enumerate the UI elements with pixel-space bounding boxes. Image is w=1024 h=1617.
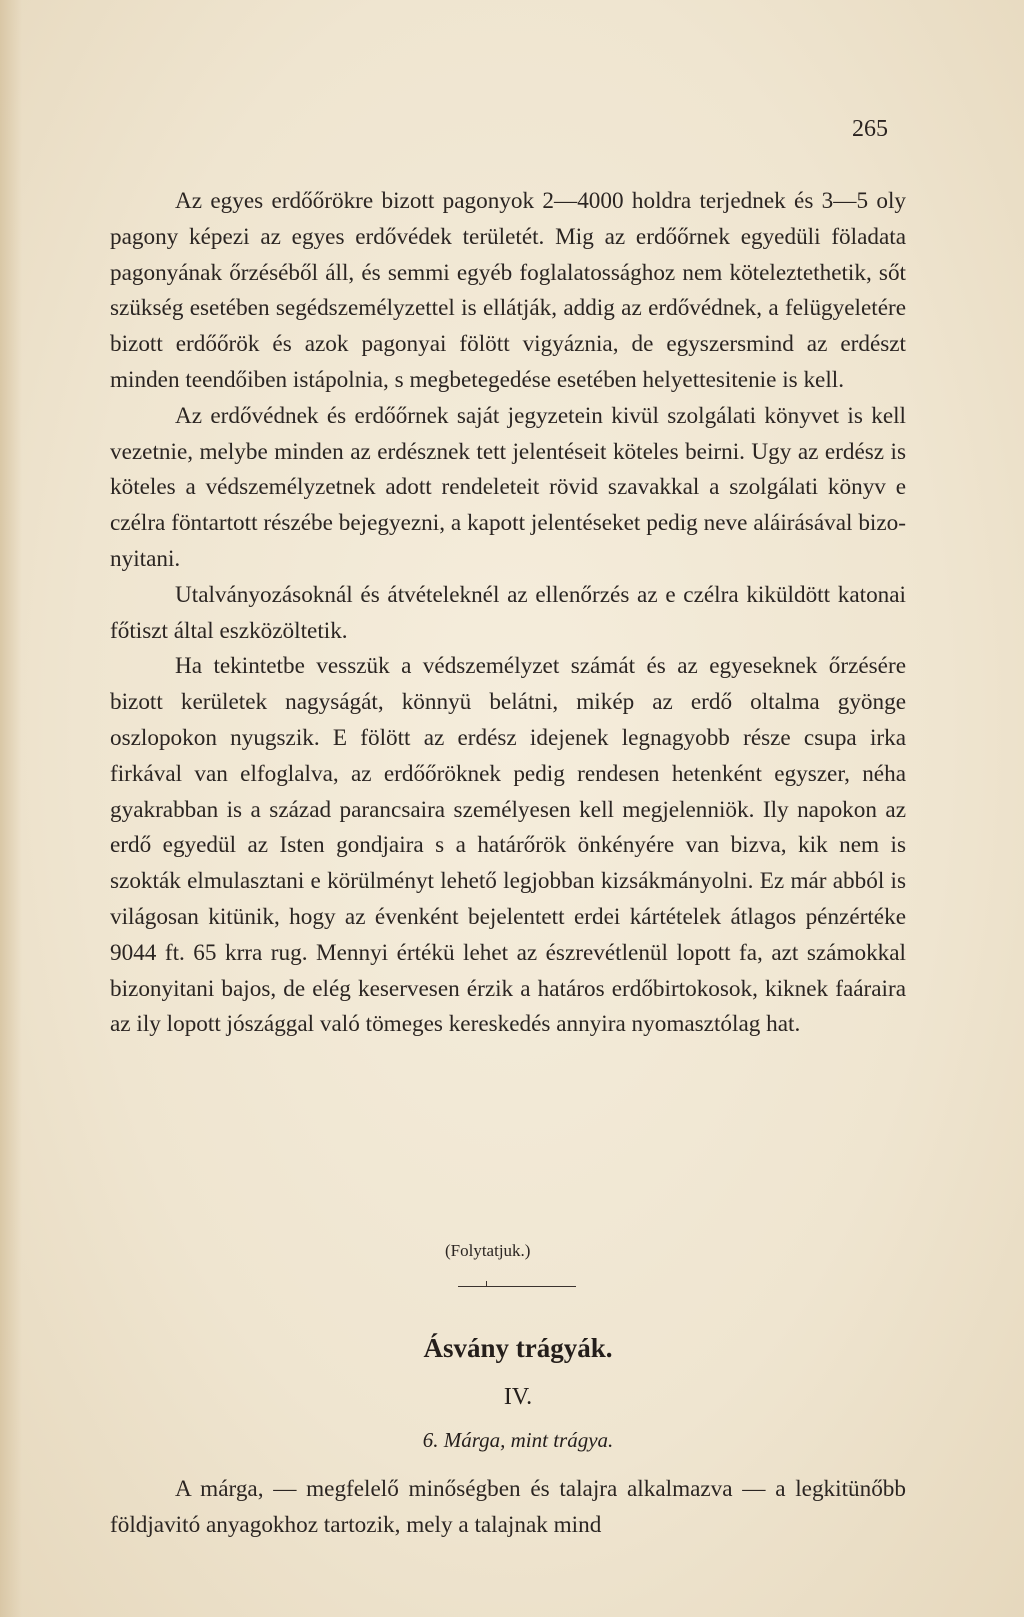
continued-note: (Folytatjuk.): [445, 1241, 531, 1260]
section-body: [110, 1471, 906, 1543]
section-divider-tick: [486, 1281, 487, 1286]
paragraph-4: Ha tekintetbe vesszük a védszemélyzet számát és az egyeseknek őrzésére bizott kerületek nagyságát, könnyü belátni, mikép az erdő oltalma gyönge oszlopokon nyugszik. E fölött az erdész idejenek legnagyobb része csupa irka firkával van elfoglalva, az erdőőröknek pedig rendesen hetenként egyszer, néha gyakrabban is a század parancsaira személyesen kell megjelenniök. Ily napokon az erdő egyedül az Isten gondjaira s a határőrök önkényére van bizva, kik nem is szokták elmulasztani e körülményt lehető legjobban kizsákmányolni. Ez már abból is világosan kitünik, hogy az évenként bejelentett erdei kártételek átlagos pénzértéke 9044 ft. 65 krra rug. Mennyi értékü lehet az észrevétlenül lopott fa, azt számokkal bizonyitani bajos, de elég keservesen érzik a határos erdőbirtokosok, kiknek faáraira az ily lopott jószággal való tömeges kereskedés annyira nyomasztólag hat.: [110, 653, 906, 1038]
paragraph-3: Utalványozásoknál és átvételeknél az ellenőrzés az e czélra kiküldött katonai főtiszt által eszközöltetik.: [110, 581, 906, 644]
section-divider: [458, 1286, 576, 1287]
page-edge-shadow: [0, 0, 22, 1617]
section-paragraph-1: A márga, — megfelelő minőségben és talajra alkalmazva — a legkitünőbb földjavitó anyagokhoz tartozik, mely a talajnak mind: [110, 1476, 906, 1538]
article-body: [110, 184, 906, 1043]
paragraph-1: Az egyes erdőőrökre bizott pagonyok 2—4000 holdra terjednek és 3—5 oly pagony képezi az egyes erdővédek területét. Mig az erdőőrnek egyedüli föladata pagonyának őrzéséből áll, és semmi egyéb foglalatossághoz nem köteleztethetik, sőt szükség esetében segédszemélyzettel is ellátják, addig az erdővédnek, a felügyeletére bizott erdőőrök és azok pagonyai fölött vigyáznia, de egyszersmind az erdészt minden teendőiben istápolnia, s megbetegedése esetében helyettesitenie is kell.: [110, 188, 906, 393]
page-number: 265: [852, 116, 888, 142]
section-number: IV.: [503, 1384, 533, 1410]
section-title: Ásvány trágyák.: [423, 1333, 613, 1363]
paragraph-2: Az erdővédnek és erdőőrnek saját jegyzetein kivül szolgálati könyvet is kell vezetnie, melybe minden az erdésznek tett jelentéseit köteles beirni. Ugy az erdész is köteles a védszemélyzetnek adott rendeleteit rövid szavakkal a szolgálati könyv e czélra föntartott részébe bejegyezni, a kapott jelentéseket pedig neve aláirásával bizonyitani.: [110, 402, 906, 572]
subsection-title: 6. Márga, mint trágya.: [422, 1428, 614, 1452]
